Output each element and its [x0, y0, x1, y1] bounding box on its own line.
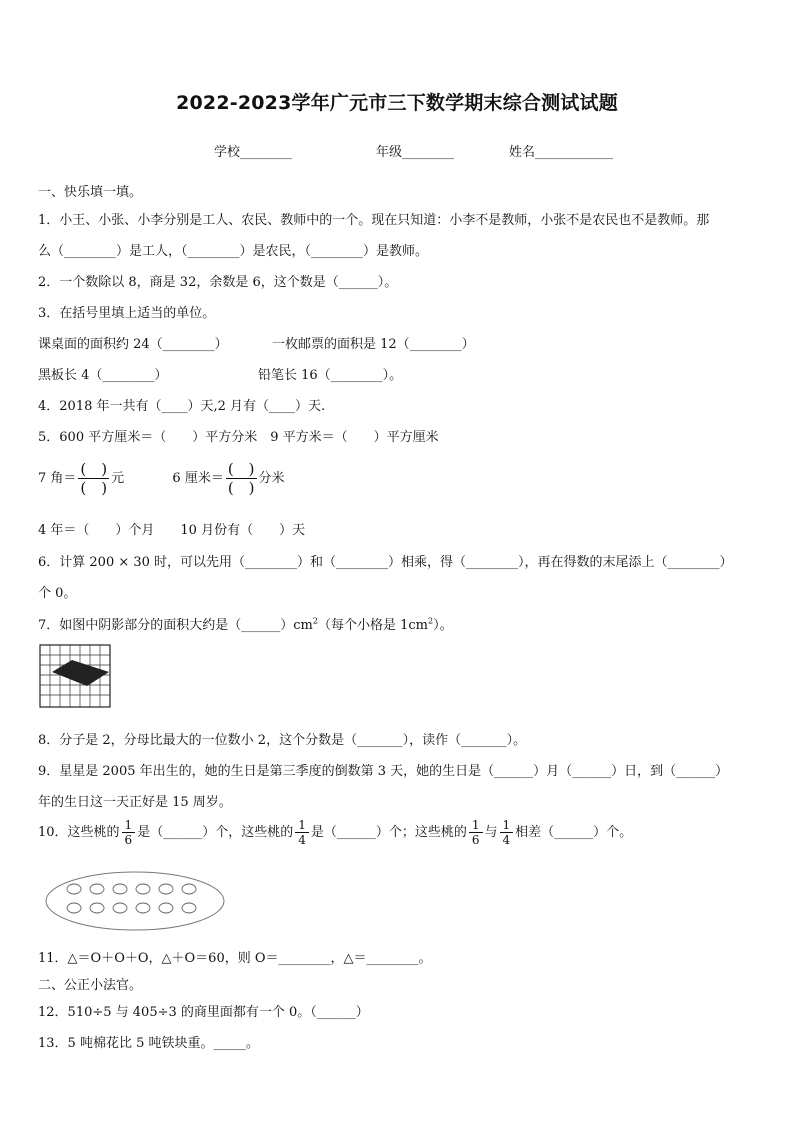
question-13: 13．5 吨棉花比 5 吨铁块重。_____。	[38, 1036, 259, 1051]
question-5-fraction-line	[38, 460, 285, 497]
question-2: 2．一个数除以 8，商是 32，余数是 6，这个数是（______）。	[38, 275, 398, 290]
question-5-line-1: 5．600 平方厘米＝（ ）平方分米 9 平方米＝（ ）平方厘米	[38, 430, 439, 445]
fraction-one-sixth: $\frac{1}{6}$	[122, 818, 136, 847]
section-1-heading: 一、快乐填一填。	[38, 185, 143, 200]
q5-cm-label: 6 厘米＝	[172, 471, 224, 486]
question-7: 7．如图中阴影部分的面积大约是$(\_\_\_\_\_\_)cm^2$（每个小格是 $1cm^2$）。	[38, 616, 453, 633]
question-1-line-2: 么（________）是工人，（________）是农民，（________）是教师。	[38, 244, 429, 259]
peaches-figure	[44, 870, 226, 932]
question-3-item-blackboard: 黑板长 4（________）	[38, 368, 168, 383]
page-title: 2022-2023学年广元市三下数学期末综合测试试题	[176, 92, 618, 114]
q5-blank-fraction-2: $\frac{( )}{( )}$	[227, 460, 255, 497]
question-12: 12．510÷5 与 405÷3 的商里面都有一个 0。（______）	[38, 1005, 369, 1020]
question-5-line-3: 4 年＝（ ）个月 10 月份有（ ）天	[38, 523, 306, 538]
question-10: 10．这些桃的 $\frac{1}{6}$ 是（______）个，这些桃的 $\frac{1}{4}$ 是（______）个；这些桃的 $\frac{1}{6}$ 与 $\frac{1}{4}$ 相差（______）个。	[38, 818, 633, 847]
grid-rhombus-figure	[39, 644, 111, 708]
question-8: 8．分子是 2，分母比最大的一位数小 2，这个分数是（_______），读作（_______）。	[38, 733, 527, 748]
question-3-item-stamp: 一枚邮票的面积是 12（________）	[272, 337, 475, 352]
question-4: 4．2018 年一共有（____）天,2 月有（____）天.	[38, 399, 326, 414]
section-2-heading: 二、公正小法官。	[38, 978, 143, 993]
q5-yuan-unit: 元	[111, 471, 125, 486]
question-11: 11．△＝O＋O＋O，△＋O＝60，则 O＝________，△＝________。	[38, 951, 432, 966]
question-9-line-2: 年的生日这一天正好是 15 周岁。	[38, 795, 232, 810]
question-6-line-1: 6．计算 200 × 30 时，可以先用（________）和（________）相乘，得（________），再在得数的末尾添上（________）	[38, 555, 733, 570]
shaded-rhombus	[52, 660, 109, 686]
q5-blank-fraction-1: $\frac{( )}{( )}$	[80, 460, 108, 497]
question-3-item-pencil: 铅笔长 16（________）。	[258, 368, 403, 383]
question-3: 3．在括号里填上适当的单位。	[38, 306, 216, 321]
name-field: 姓名____________	[509, 145, 614, 160]
grade-field: 年级________	[376, 145, 455, 160]
fraction-one-fourth: $\frac{1}{4}$	[295, 818, 309, 847]
question-6-line-2: 个 0。	[38, 586, 77, 601]
peach-icons	[67, 884, 196, 913]
question-3-item-desk: 课桌面的面积约 24（________）	[38, 337, 228, 352]
fraction-one-fourth-b: $\frac{1}{4}$	[500, 818, 514, 847]
q5-jiao-label: 7 角＝	[38, 471, 77, 486]
fraction-one-sixth-b: $\frac{1}{6}$	[469, 818, 483, 847]
school-field: 学校________	[214, 145, 293, 160]
question-1-line-1: 1．小王、小张、小李分别是工人、农民、教师中的一个。现在只知道：小李不是教师，小张不是农民也不是教师。那	[38, 213, 710, 228]
question-9-line-1: 9．星星是 2005 年出生的，她的生日是第三季度的倒数第 3 天，她的生日是（______）月（______）日，到（______）	[38, 764, 729, 779]
q5-dm-unit: 分米	[258, 471, 285, 486]
